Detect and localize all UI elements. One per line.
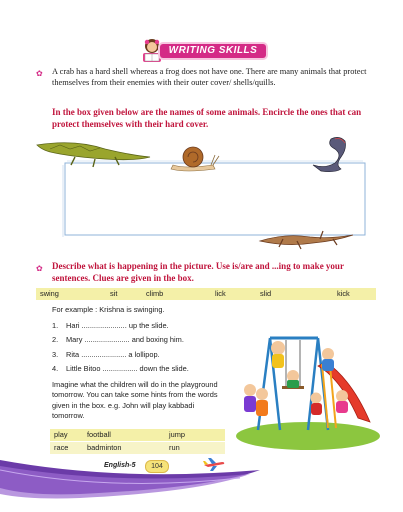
table-row (50, 429, 225, 441)
sentence-item (52, 321, 169, 330)
section1-text: A crab has a hard shell whereas a frog does not have one. There are many animals that protect themselves from their enemies with their outer cover/ shells/quills. (52, 67, 367, 88)
sentence-item (52, 364, 189, 373)
sentence-number: 4. (52, 364, 59, 373)
section-heading (138, 38, 268, 64)
bullet-icon: ✿ (36, 69, 43, 78)
sentence-number: 2. (52, 335, 59, 344)
airplane-icon (202, 456, 226, 472)
sentence-number: 1. (52, 321, 59, 330)
example-sentence: For example : Krishna is swinging. (52, 305, 165, 314)
sentence-item (52, 350, 160, 359)
sentence-text: Mary ...................... and boxing him. (66, 335, 184, 344)
clue-word: swing (40, 289, 59, 298)
section1-instruction: In the box given below are the names of some animals. Encircle the ones that can protect themselves with their hard cover. (52, 107, 362, 129)
table-cell: play (54, 430, 68, 439)
sentence-text: Rita ...................... a lollipop. (66, 350, 160, 359)
cobra-icon (313, 137, 346, 171)
table-cell: jump (169, 430, 186, 439)
sentence-number: 3. (52, 350, 59, 359)
sentence-text: Little Bitoo ................. down the slide. (66, 364, 189, 373)
playground-paragraph: Imagine what the children will do in the playground tomorrow. You can take some hints from the words given in the box. e.g. John will play kabbadi tomorrow. (52, 380, 218, 420)
bullet-icon: ✿ (36, 264, 43, 273)
clue-box (36, 288, 376, 300)
footer-book-label: English-5 (104, 462, 136, 469)
page-number: 104 (146, 461, 168, 472)
sentence-text: Hari ...................... up the slide. (66, 321, 169, 330)
section2-instruction: Describe what is happening in the picture. Use is/are and ...ing to make your sentences. Clues are given in the box. (52, 261, 344, 283)
clue-word: lick (215, 289, 226, 298)
heading-title: WRITING SKILLS (168, 45, 258, 56)
clue-word: kick (337, 289, 350, 298)
clue-word: climb (146, 289, 164, 298)
snail-icon (171, 147, 219, 171)
animals-box (35, 135, 375, 255)
table-cell: football (87, 430, 111, 439)
clue-word: sit (110, 289, 118, 298)
lizard-icon (260, 231, 353, 249)
playground-illustration (230, 318, 380, 450)
table-cell: run (169, 443, 180, 452)
clue-word: slid (260, 289, 272, 298)
table-cell: badminton (87, 443, 122, 452)
sentence-item (52, 335, 184, 344)
table-cell: race (54, 443, 69, 452)
